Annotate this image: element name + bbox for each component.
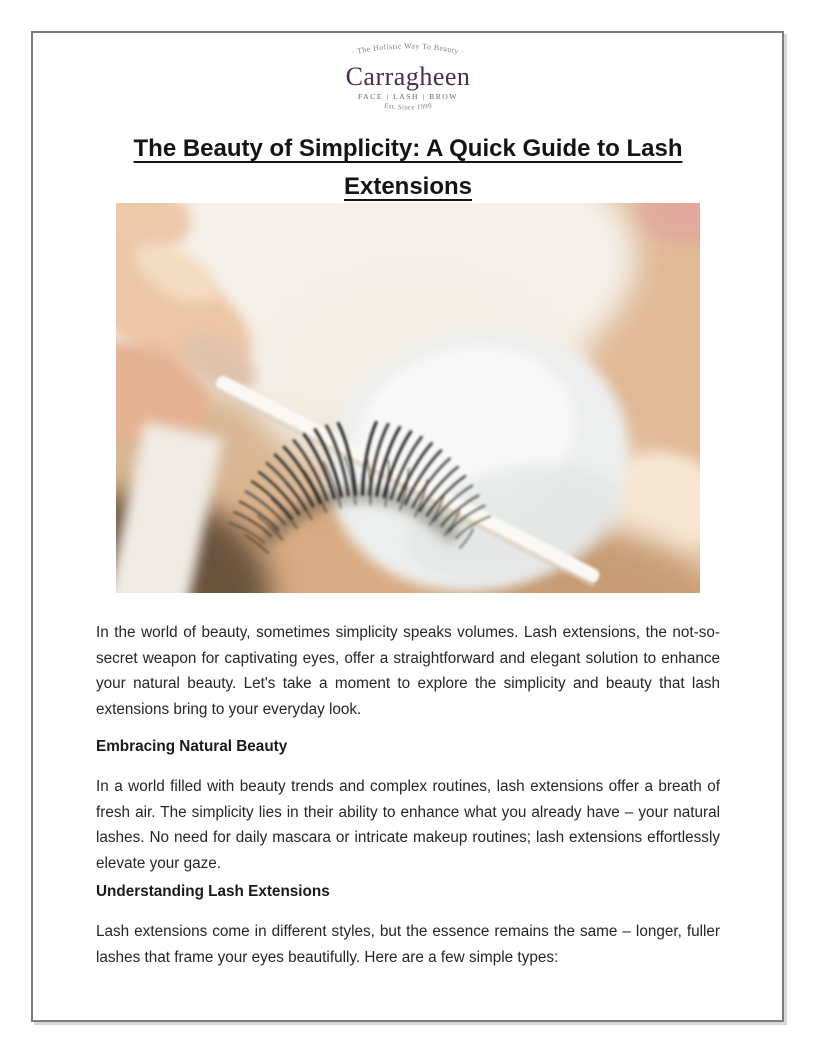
page-title-line1: The Beauty of Simplicity: A Quick Guide to Lash [133, 135, 683, 163]
logo-brand-text: Carragheen [345, 62, 471, 91]
section-body-understanding-lash-extensions: Lash extensions come in different styles, but the essence remains the same – longer, fuller lashes that frame your eyes beautifully. Here are a few simple types: [96, 923, 720, 966]
section-heading-understanding-lash-extensions: Understanding Lash Extensions [96, 883, 330, 900]
carragheen-logo [308, 34, 508, 118]
logo-services-text: FACE | LASH | BROW [357, 92, 459, 101]
page-title-line2: Extensions [343, 173, 473, 201]
page-title [58, 130, 758, 206]
lash-application-photo [116, 203, 700, 593]
section-heading-embracing-natural-beauty: Embracing Natural Beauty [96, 738, 288, 755]
intro-paragraph: In the world of beauty, sometimes simplicity speaks volumes. Lash extensions, the not-so-secret weapon for captivating eyes, offer a straightforward and elegant solution to enhance your natural beauty. Let's take a moment to explore the simplicity and beauty that lash extensions bring to your everyday look. [96, 624, 720, 718]
logo-tagline-bottom: Est. Since 1999 [383, 101, 433, 112]
logo-tagline-top: · The Holistic Way To Beauty · [350, 41, 466, 57]
section-body-embracing-natural-beauty: In a world filled with beauty trends and complex routines, lash extensions offer a breath of fresh air. The simplicity lies in their ability to enhance what you already have – your natural lashes. No need for daily mascara or intricate makeup routines; lash extensions effortlessly elevate your gaze. [96, 778, 720, 872]
hero-image [116, 203, 700, 593]
